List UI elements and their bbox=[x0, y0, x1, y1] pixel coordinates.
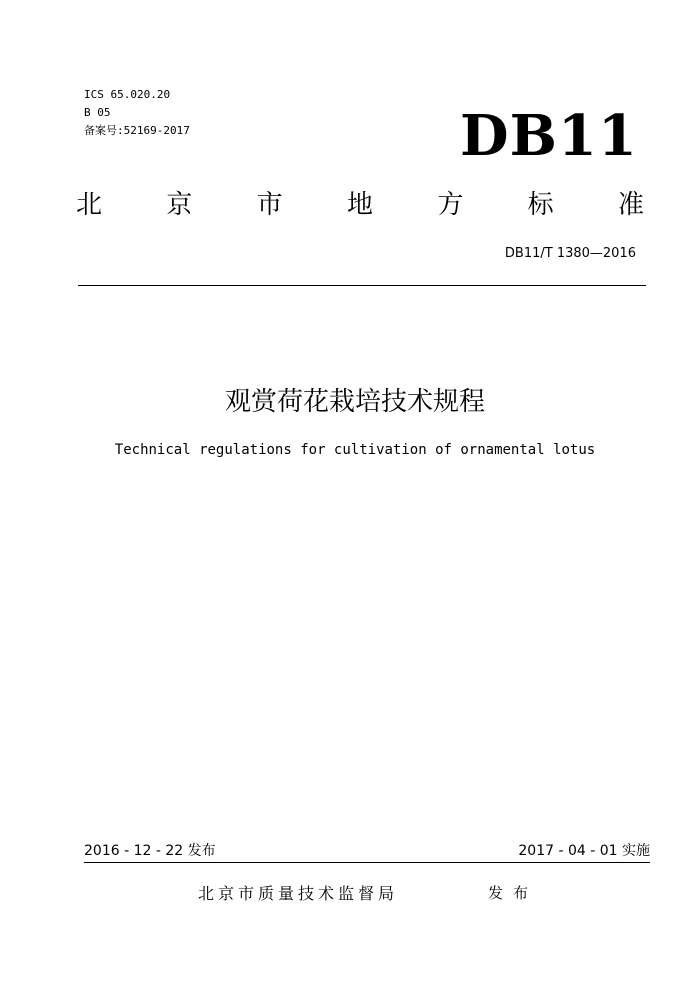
standard-number: DB11/T 1380—2016 bbox=[504, 246, 636, 261]
standard-type-char: 市 bbox=[256, 190, 283, 220]
filing-number: 备案号:52169-2017 bbox=[84, 124, 190, 137]
title-chinese: 观赏荷花栽培技术规程 bbox=[224, 387, 485, 417]
standard-type-char: 京 bbox=[166, 190, 193, 220]
ics-code: ICS 65.020.20 bbox=[84, 88, 171, 101]
footer-divider bbox=[84, 862, 650, 863]
title-english: Technical regulations for cultivation of ornamental lotus bbox=[114, 442, 596, 458]
standard-type-char: 标 bbox=[527, 190, 554, 220]
implementation-date: 2017 - 04 - 01 实施 bbox=[518, 843, 650, 859]
standard-type-char: 北 bbox=[76, 190, 103, 220]
issuer-name: 北京市质量技术监督局 bbox=[198, 884, 399, 903]
standard-type-heading bbox=[76, 188, 644, 222]
issuer-action: 发布 bbox=[488, 884, 539, 902]
standard-type-char: 地 bbox=[346, 190, 373, 220]
header-divider bbox=[78, 285, 646, 286]
standard-type-char: 准 bbox=[617, 190, 644, 220]
ccs-code: B 05 bbox=[84, 106, 111, 119]
issue-date: 2016 - 12 - 22 发布 bbox=[84, 843, 216, 859]
db-logo: DB11 bbox=[460, 103, 638, 169]
standard-type-char: 方 bbox=[437, 190, 464, 220]
